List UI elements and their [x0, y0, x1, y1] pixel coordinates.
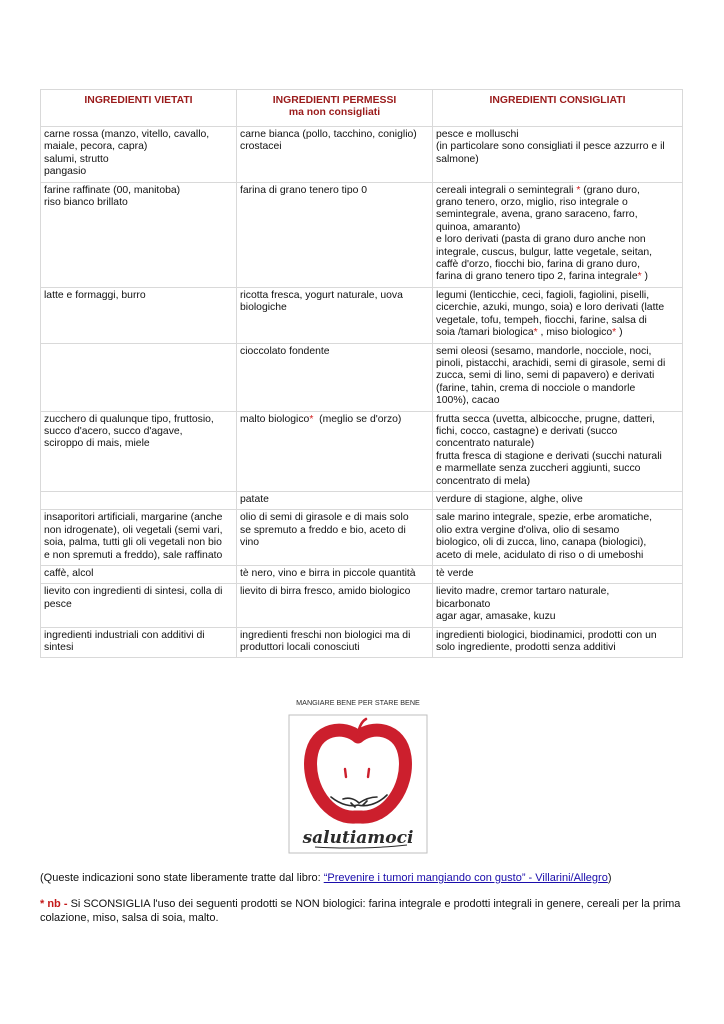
cell-vietati: caffè, alcol	[41, 566, 237, 584]
cell-vietati: latte e formaggi, burro	[41, 287, 237, 343]
table-row	[41, 566, 683, 584]
table-row	[41, 584, 683, 627]
table-row	[41, 343, 683, 411]
cell-permessi: ingredienti freschi non biologici ma di produttori locali conosciuti	[237, 627, 433, 658]
salutiamoci-logo	[285, 693, 431, 857]
logo-tagline: MANGIARE BENE PER STARE BENE	[296, 698, 420, 707]
table-row	[41, 411, 683, 491]
cell-permessi: ricotta fresca, yogurt naturale, uova biologiche	[237, 287, 433, 343]
smile-eye-icon	[368, 769, 369, 777]
cell-consigliati: legumi (lenticchie, ceci, fagioli, fagiolini, piselli, cicerchie, azuki, mungo, soia) e loro derivati (latte vegetale, tofu, tempeh, fiocchi, farine, salsa di soia /tamari biologica* , miso biologico* )	[433, 287, 683, 343]
nb-text: Si SCONSIGLIA l'uso dei seguenti prodotti se NON biologici: farina integrale e prodotti integrali in genere, cereali per la prima colazione, miso, salsa di soia, malto.	[40, 898, 681, 924]
cell-permessi: olio di semi di girasole e di mais solo se spremuto a freddo e bio, aceto di vino	[237, 510, 433, 566]
cell-consigliati: tè verde	[433, 566, 683, 584]
cell-consigliati: sale marino integrale, spezie, erbe aromatiche, olio extra vergine d'oliva, olio di sesamo biologico, oli di zucca, lino, canapa (biologici), aceto di mele, acidulato di riso o di umeboshi	[433, 510, 683, 566]
star-marker: *	[637, 271, 642, 283]
ingredients-table	[40, 89, 683, 658]
star-marker: *	[612, 327, 617, 339]
cell-permessi: patate	[237, 491, 433, 509]
cell-vietati: insaporitori artificiali, margarine (anche non idrogenate), oli vegetali (semi vari, soia, palma, tutti gli oli vegetali non bio e non spremuti a freddo), sale raffinato	[41, 510, 237, 566]
nb-label: * nb -	[40, 898, 71, 910]
cell-vietati: zucchero di qualunque tipo, fruttosio, succo d'acero, succo d'agave, sciroppo di mais, miele	[41, 411, 237, 491]
book-link[interactable]: “Prevenire i tumori mangiando con gusto” - Villarini/Allegro	[323, 872, 608, 884]
cell-vietati: ingredienti industriali con additivi di sintesi	[41, 627, 237, 658]
source-credit: (Queste indicazioni sono state liberamente tratte dal libro: “Prevenire i tumori mangiando con gusto” - Villarini/Allegro)	[40, 872, 612, 884]
table-row	[41, 182, 683, 287]
cell-vietati	[41, 491, 237, 509]
table-header-row	[41, 90, 683, 127]
cell-consigliati: frutta secca (uvetta, albicocche, prugne, datteri, fichi, cocco, castagne) e derivati (succo concentrato naturale) frutta fresca di stagione e derivati (succhi naturali e marmellate senza zuccheri aggiunti, succo concentrato di mela)	[433, 411, 683, 491]
smile-eye-icon	[345, 769, 346, 777]
table-row	[41, 287, 683, 343]
nb-note	[40, 897, 692, 925]
cell-consigliati: verdure di stagione, alghe, olive	[433, 491, 683, 509]
cell-permessi: cioccolato fondente	[237, 343, 433, 411]
table-row	[41, 510, 683, 566]
cell-permessi: malto biologico* (meglio se d'orzo)	[237, 411, 433, 491]
cell-vietati: farine raffinate (00, manitoba) riso bianco brillato	[41, 182, 237, 287]
cell-permessi: lievito di birra fresco, amido biologico	[237, 584, 433, 627]
star-marker: *	[533, 327, 538, 339]
star-marker: *	[576, 184, 581, 196]
header-consigliati: INGREDIENTI CONSIGLIATI	[433, 90, 683, 127]
cell-consigliati: cereali integrali o semintegrali * (grano duro, grano tenero, orzo, miglio, riso integrale o semintegrale, avena, grano saraceno, farro, quinoa, amaranto) e loro derivati (pasta di grano duro anche non integrale, cuscus, bulgur, latte vegetale, seitan, caffè d'orzo, fiocchi bio, farina di grano duro, farina di grano tenero tipo 2, farina integrale* )	[433, 182, 683, 287]
cell-consigliati: semi oleosi (sesamo, mandorle, nocciole, noci, pinoli, pistacchi, arachidi, semi di girasole, semi di zucca, semi di lino, semi di papavero) e derivati (farine, tahin, crema di nocciole o mandorle 100%), cacao	[433, 343, 683, 411]
header-vietati: INGREDIENTI VIETATI	[41, 90, 237, 127]
table-row	[41, 127, 683, 183]
table-row	[41, 627, 683, 658]
table-row	[41, 491, 683, 509]
cell-consigliati: pesce e molluschi (in particolare sono consigliati il pesce azzurro e il salmone)	[433, 127, 683, 183]
cell-consigliati: lievito madre, cremor tartaro naturale, bicarbonato agar agar, amasake, kuzu	[433, 584, 683, 627]
header-permessi: INGREDIENTI PERMESSI ma non consigliati	[237, 90, 433, 127]
cell-vietati: lievito con ingredienti di sintesi, colla di pesce	[41, 584, 237, 627]
star-marker: *	[309, 413, 314, 425]
logo-brand: salutiamoci	[302, 828, 414, 848]
cell-vietati	[41, 343, 237, 411]
cell-vietati: carne rossa (manzo, vitello, cavallo, maiale, pecora, capra) salumi, strutto pangasio	[41, 127, 237, 183]
cell-consigliati: ingredienti biologici, biodinamici, prodotti con un solo ingrediente, prodotti senza additivi	[433, 627, 683, 658]
cell-permessi: carne bianca (pollo, tacchino, coniglio) crostacei	[237, 127, 433, 183]
cell-permessi: tè nero, vino e birra in piccole quantità	[237, 566, 433, 584]
cell-permessi: farina di grano tenero tipo 0	[237, 182, 433, 287]
